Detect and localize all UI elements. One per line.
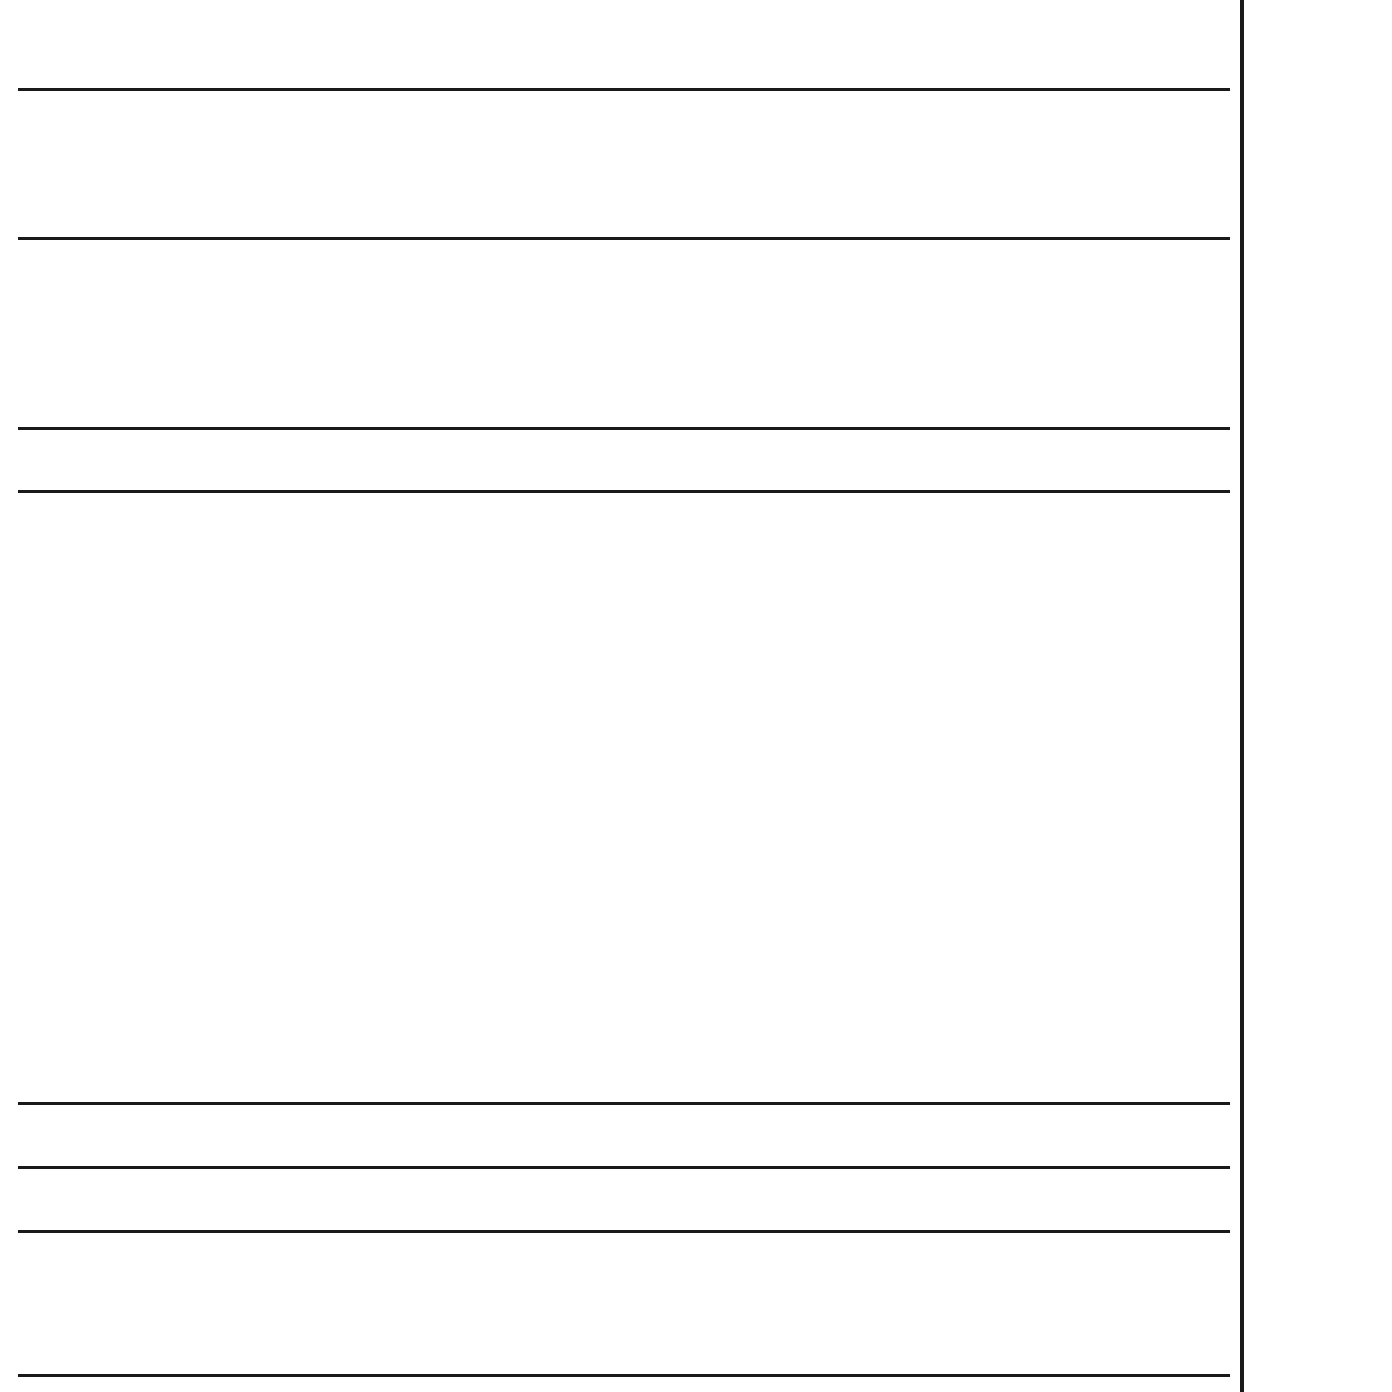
divider (18, 1102, 1230, 1105)
divider (18, 490, 1230, 493)
divider (18, 1166, 1230, 1169)
divider (18, 427, 1230, 430)
divider (18, 237, 1230, 240)
divider (18, 88, 1230, 91)
divider (18, 1230, 1230, 1233)
divider (18, 1374, 1230, 1377)
right-border (1240, 0, 1244, 1392)
